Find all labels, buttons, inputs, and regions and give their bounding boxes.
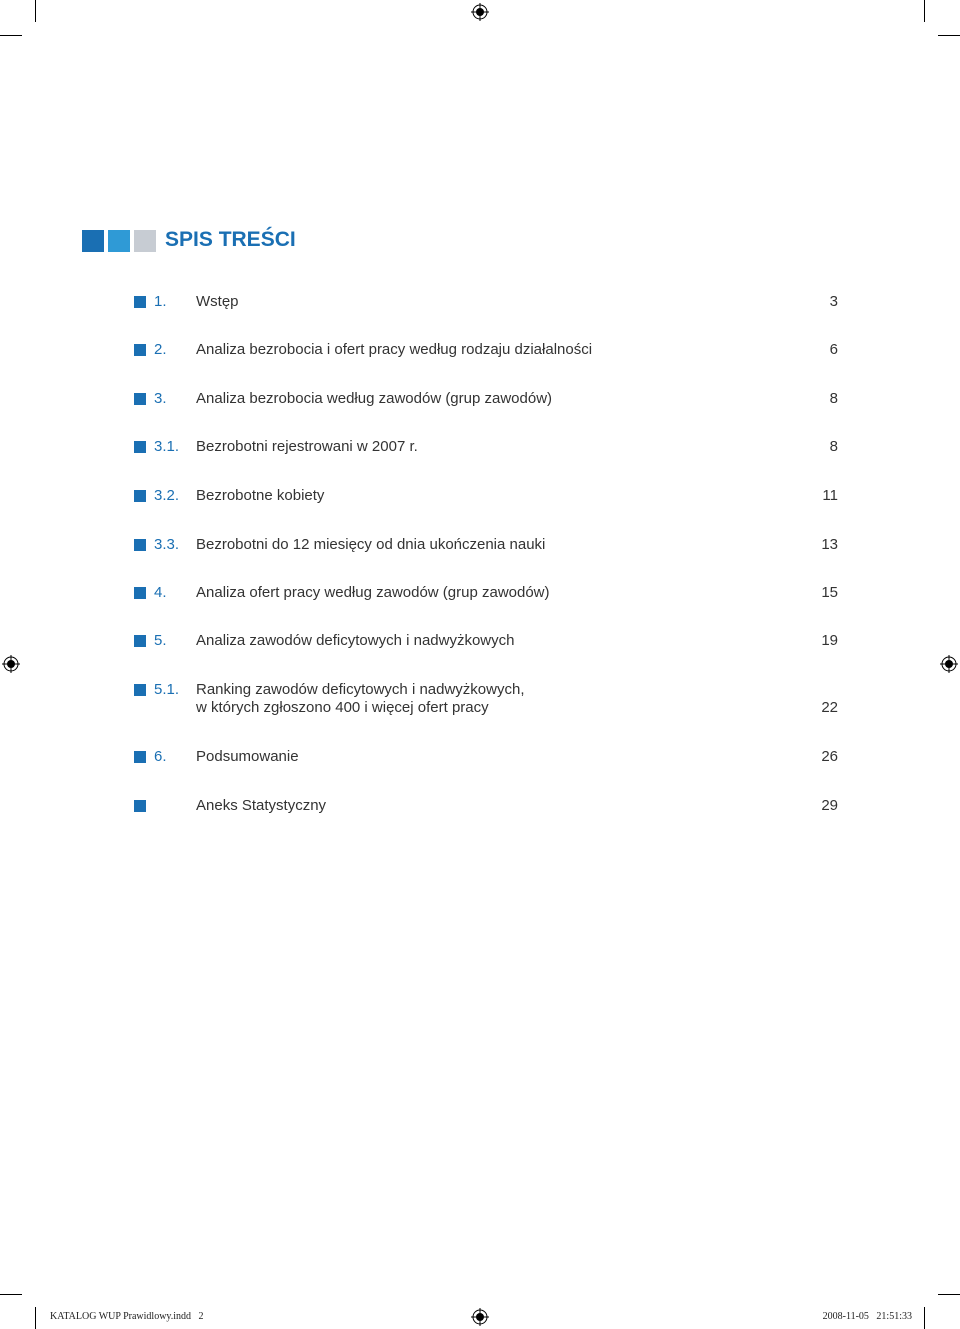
crop-mark [938,35,960,36]
crop-mark [924,0,925,22]
registration-mark-icon [471,3,489,21]
bullet-square-icon [134,587,146,599]
toc-label: Ranking zawodów deficytowych i nadwyżkowych, [196,681,525,698]
crop-mark [0,1294,22,1295]
toc-entry[interactable] [0,438,960,458]
toc-label: Bezrobotni do 12 miesięcy od dnia ukończenia nauki [196,536,546,553]
crop-mark [938,1294,960,1295]
toc-number: 3.1. [154,438,180,455]
toc-entry[interactable] [0,748,960,768]
toc-page: 3 [829,293,838,310]
print-slug-timestamp: 2008-11-05 21:51:33 [822,1311,912,1322]
bullet-square-icon [134,296,146,308]
crop-mark [35,1307,36,1329]
toc-label: Aneks Statystyczny [196,797,327,814]
toc-number: 3.3. [154,536,180,553]
toc-page: 22 [821,699,838,716]
toc-entry[interactable] [0,341,960,361]
header-square [134,230,156,252]
toc-page: 26 [821,748,838,765]
bullet-square-icon [134,684,146,696]
bullet-square-icon [134,800,146,812]
header-square [108,230,130,252]
toc-entry[interactable] [0,487,960,507]
toc-page: 13 [821,536,838,553]
toc-page: 11 [822,487,838,504]
registration-mark-icon [2,655,20,673]
toc-page: 29 [821,797,838,814]
print-slug-filename: KATALOG WUP Prawidlowy.indd 2 [50,1311,204,1322]
toc-label: Wstęp [196,293,239,310]
toc-page: 8 [829,438,838,455]
page-title: SPIS TREŚCI [165,228,296,251]
registration-mark-icon [940,655,958,673]
toc-number: 2. [154,341,167,358]
toc-number: 3.2. [154,487,180,504]
toc-entry[interactable] [0,584,960,604]
toc-page: 8 [829,390,838,407]
toc-number: 1. [154,293,167,310]
crop-mark [924,1307,925,1329]
toc-number: 4. [154,584,167,601]
crop-mark [35,0,36,22]
toc-label-continued: w których zgłoszono 400 i więcej ofert pracy [196,699,489,716]
bullet-square-icon [134,539,146,551]
bullet-square-icon [134,441,146,453]
toc-label: Analiza ofert pracy według zawodów (grup zawodów) [196,584,550,601]
toc-entry[interactable] [0,681,960,719]
toc-label: Bezrobotne kobiety [196,487,325,504]
toc-entry[interactable] [0,293,960,313]
toc-entry[interactable] [0,390,960,410]
bullet-square-icon [134,344,146,356]
bullet-square-icon [134,393,146,405]
bullet-square-icon [134,490,146,502]
bullet-square-icon [134,635,146,647]
toc-entry[interactable] [0,797,960,817]
toc-number: 3. [154,390,167,407]
toc-page: 6 [829,341,838,358]
toc-number: 5. [154,632,167,649]
toc-label: Analiza bezrobocia według zawodów (grup zawodów) [196,390,553,407]
registration-mark-icon [471,1308,489,1326]
toc-label: Podsumowanie [196,748,299,765]
toc-page: 19 [821,632,838,649]
toc-entry[interactable] [0,536,960,556]
toc-number: 6. [154,748,167,765]
toc-entry[interactable] [0,632,960,652]
toc-label: Bezrobotni rejestrowani w 2007 r. [196,438,418,455]
toc-number: 5.1. [154,681,180,698]
crop-mark [0,35,22,36]
toc-label: Analiza zawodów deficytowych i nadwyżkowych [196,632,515,649]
bullet-square-icon [134,751,146,763]
header-square [82,230,104,252]
toc-page: 15 [821,584,838,601]
toc-label: Analiza bezrobocia i ofert pracy według rodzaju działalności [196,341,593,358]
